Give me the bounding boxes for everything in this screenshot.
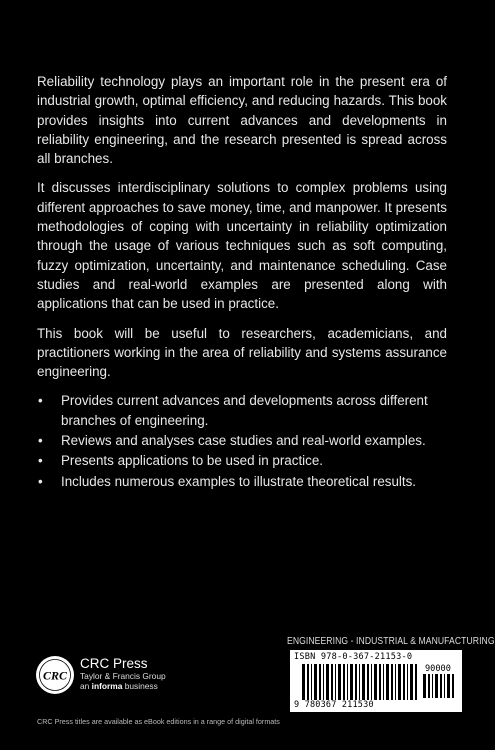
barcode-bar: [314, 664, 317, 700]
barcode-bar: [452, 674, 454, 698]
blurb-paragraph-2: It discusses interdisciplinary solutions to complex problems using different approaches to save money, time, and manpower. It presents methodologies of coping with uncertainty in reliability optimization through the usage of various techniques such as soft computing, fuzzy optimization, uncertainty, and maintenance scheduling. Case studies and real-world examples are presented along with applications that can be used in practice.: [37, 180, 447, 312]
barcode-bar: [331, 664, 333, 700]
barcode-bar: [447, 674, 450, 698]
addon-bars: [423, 674, 457, 700]
publisher-group: Taylor & Francis Group: [80, 671, 166, 681]
list-item: • Includes numerous examples to illustrate theoretical results.: [37, 472, 447, 491]
barcode-bar: [302, 664, 305, 700]
feature-list: [37, 391, 447, 490]
barcode-bar: [326, 664, 329, 700]
price-code: 90000: [425, 664, 451, 674]
barcode-bar: [307, 664, 309, 700]
business-brand: informa: [91, 681, 123, 691]
publisher-block: [80, 656, 166, 691]
barcode-bar: [347, 664, 348, 700]
barcode-bar: [338, 664, 341, 700]
barcode-bar: [398, 664, 401, 700]
back-cover-blurb: [37, 72, 447, 492]
barcode-bar: [423, 674, 426, 698]
barcode-bar: [359, 664, 360, 700]
crc-logo-icon: [35, 655, 75, 695]
barcode-bar: [407, 664, 408, 700]
barcode-bar: [410, 664, 413, 700]
barcode-bar: [444, 674, 445, 698]
list-item: • Presents applications to be used in practice.: [37, 451, 447, 470]
barcode-bar: [440, 674, 442, 698]
barcode-bar: [435, 674, 438, 698]
blurb-paragraph-1: Reliability technology plays an important role in the present era of industrial growth, optimal efficiency, and reducing hazards. This book provides insights into current advances and developments in reliability engineering, and the research presented is spread across all branches.: [37, 74, 447, 167]
isbn-barcode: [290, 650, 462, 712]
barcode-bar: [362, 664, 365, 700]
barcode-bar: [343, 664, 345, 700]
publisher-name: CRC Press: [80, 656, 148, 671]
list-item: • Provides current advances and developments across different branches of engineering.: [37, 391, 447, 430]
barcode-bar: [403, 664, 405, 700]
barcode-bar: [386, 664, 389, 700]
barcode-bar: [428, 674, 430, 698]
business-suffix: business: [124, 681, 158, 691]
business-prefix: an: [80, 681, 90, 691]
barcode-bar: [383, 664, 384, 700]
barcode-bar: [311, 664, 312, 700]
barcode-bar: [395, 664, 396, 700]
barcode-bar: [415, 664, 417, 700]
ebook-note: CRC Press titles are available as eBook editions in a range of digital formats: [37, 717, 280, 726]
subject-category: ENGINEERING - INDUSTRIAL & MANUFACTURING: [287, 636, 495, 647]
barcode-bar: [432, 674, 433, 698]
publisher-business: [80, 681, 166, 691]
blurb-paragraph-3: This book will be useful to researchers, academicians, and practitioners working in the area of reliability and systems assurance engineering.: [37, 325, 447, 380]
isbn-number: ISBN 978-0-367-21153-0: [294, 652, 413, 662]
barcode-bars: [302, 664, 418, 702]
list-item: • Reviews and analyses case studies and real-world examples.: [37, 431, 447, 450]
barcode-bar: [374, 664, 377, 700]
barcode-bar: [335, 664, 336, 700]
barcode-bar: [391, 664, 393, 700]
barcode-bar: [323, 664, 324, 700]
barcode-bar: [367, 664, 369, 700]
barcode-bar: [355, 664, 357, 700]
logo-text: CRC: [42, 668, 68, 683]
barcode-bar: [379, 664, 381, 700]
barcode-digits: 9 780367 211530: [294, 700, 374, 710]
barcode-bar: [319, 664, 321, 700]
barcode-bar: [350, 664, 353, 700]
barcode-bar: [371, 664, 372, 700]
